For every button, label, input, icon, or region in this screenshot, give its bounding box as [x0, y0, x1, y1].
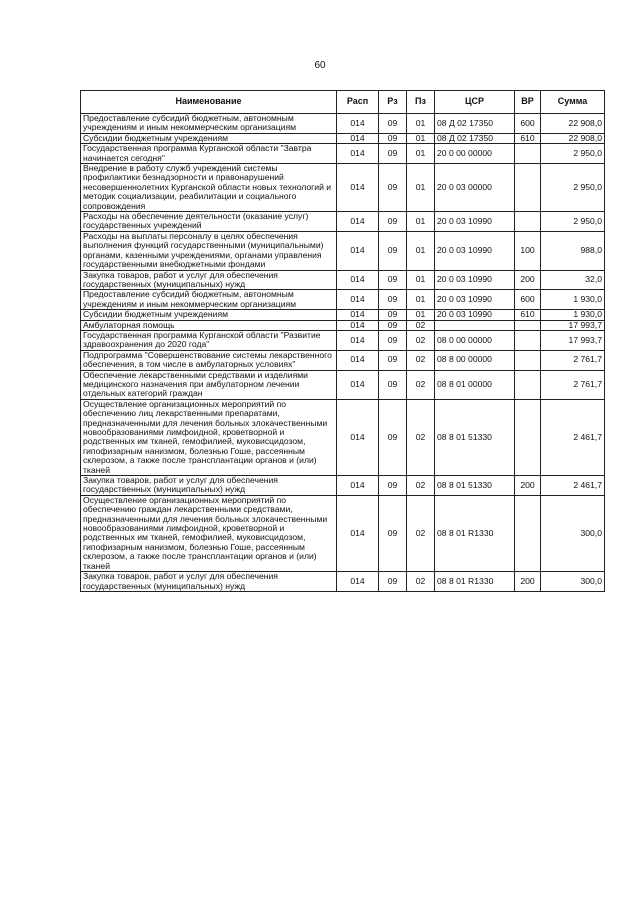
cell-rz: 09 [379, 231, 407, 270]
table-row [81, 212, 605, 232]
table-row [81, 320, 605, 330]
cell-rz: 09 [379, 144, 407, 164]
cell-sum: 32,0 [541, 270, 605, 290]
cell-rz: 09 [379, 399, 407, 475]
cell-name: Предоставление субсидий бюджетным, автономным учреждениям и иным некоммерческим организациям [81, 290, 337, 310]
cell-vr: 600 [515, 290, 541, 310]
table-row [81, 399, 605, 475]
cell-pz: 01 [407, 144, 435, 164]
cell-rasp: 014 [337, 114, 379, 134]
col-header-sum: Сумма [541, 91, 605, 114]
cell-name: Субсидии бюджетным учреждениям [81, 310, 337, 320]
col-header-rz: Рз [379, 91, 407, 114]
cell-sum: 2 761,7 [541, 350, 605, 370]
cell-rz: 09 [379, 114, 407, 134]
cell-name: Государственная программа Курганской области "Завтра начинается сегодня" [81, 144, 337, 164]
cell-csr: 20 0 03 10990 [435, 212, 515, 232]
cell-rasp: 014 [337, 476, 379, 496]
cell-rasp: 014 [337, 495, 379, 571]
cell-rz: 09 [379, 212, 407, 232]
cell-pz: 01 [407, 270, 435, 290]
table-row [81, 164, 605, 212]
cell-rasp: 014 [337, 133, 379, 143]
cell-name: Амбулаторная помощь [81, 320, 337, 330]
cell-rz: 09 [379, 330, 407, 350]
cell-csr: 08 8 01 51330 [435, 399, 515, 475]
cell-vr [515, 370, 541, 399]
cell-vr [515, 144, 541, 164]
cell-rasp: 014 [337, 270, 379, 290]
cell-csr: 08 8 01 R1330 [435, 572, 515, 592]
cell-csr: 08 8 00 00000 [435, 350, 515, 370]
cell-vr: 100 [515, 231, 541, 270]
cell-rasp: 014 [337, 572, 379, 592]
cell-rasp: 014 [337, 310, 379, 320]
cell-sum: 988,0 [541, 231, 605, 270]
cell-pz: 01 [407, 164, 435, 212]
cell-sum: 22 908,0 [541, 133, 605, 143]
cell-rasp: 014 [337, 330, 379, 350]
cell-sum: 2 950,0 [541, 212, 605, 232]
cell-pz: 02 [407, 495, 435, 571]
cell-name: Осуществление организационных мероприятий по обеспечению граждан лекарственными средствами, предназначенными для лечения больных злокачественными новообразованиями лимфоидной, кроветворной и родственных им тканей, гемофилией, муковисцидозом, гипофизарным нанизмом, болезнью Гоше, рассеянным склерозом, а также после трансплантации органов и (или) тканей [81, 495, 337, 571]
cell-vr [515, 330, 541, 350]
cell-name: Субсидии бюджетным учреждениям [81, 133, 337, 143]
cell-rz: 09 [379, 133, 407, 143]
cell-rasp: 014 [337, 399, 379, 475]
table-row [81, 330, 605, 350]
cell-pz: 01 [407, 290, 435, 310]
col-header-csr: ЦСР [435, 91, 515, 114]
cell-rasp: 014 [337, 144, 379, 164]
cell-name: Предоставление субсидий бюджетным, автономным учреждениям и иным некоммерческим организациям [81, 114, 337, 134]
cell-sum: 1 930,0 [541, 310, 605, 320]
cell-rasp: 014 [337, 350, 379, 370]
col-header-pz: Пз [407, 91, 435, 114]
cell-rz: 09 [379, 370, 407, 399]
cell-name: Внедрение в работу служб учреждений системы профилактики безнадзорности и правонарушений несовершеннолетних Курганской области новых технологий и методик социализации, реабилитации и социального сопровождения [81, 164, 337, 212]
cell-rz: 09 [379, 290, 407, 310]
table-row [81, 476, 605, 496]
cell-rasp: 014 [337, 290, 379, 310]
cell-name: Расходы на обеспечение деятельности (оказание услуг) государственных учреждений [81, 212, 337, 232]
cell-csr: 08 Д 02 17350 [435, 133, 515, 143]
cell-vr [515, 164, 541, 212]
cell-name: Осуществление организационных мероприятий по обеспечению лиц лекарственными препаратами, предназначенными для лечения больных злокачественными новообразованиями лимфоидной, кроветворной и родственных им тканей, гемофилией, муковисцидозом, гипофизарным нанизмом, болезнью Гоше, рассеянным склерозом, а также после трансплантации органов и (или) тканей [81, 399, 337, 475]
cell-rz: 09 [379, 320, 407, 330]
cell-csr: 08 8 01 00000 [435, 370, 515, 399]
cell-rz: 09 [379, 476, 407, 496]
table-row [81, 133, 605, 143]
cell-rz: 09 [379, 164, 407, 212]
budget-table [80, 90, 605, 592]
cell-name: Обеспечение лекарственными средствами и изделиями медицинского назначения при амбулаторном лечении отдельных категорий граждан [81, 370, 337, 399]
cell-vr: 200 [515, 270, 541, 290]
cell-sum: 17 993,7 [541, 330, 605, 350]
cell-rasp: 014 [337, 164, 379, 212]
cell-pz: 02 [407, 572, 435, 592]
table-row [81, 370, 605, 399]
page-number: 60 [314, 60, 326, 71]
cell-rasp: 014 [337, 370, 379, 399]
cell-pz: 01 [407, 133, 435, 143]
col-header-vr: ВР [515, 91, 541, 114]
cell-name: Закупка товаров, работ и услуг для обеспечения государственных (муниципальных) нужд [81, 572, 337, 592]
cell-rz: 09 [379, 270, 407, 290]
cell-vr: 200 [515, 476, 541, 496]
cell-name: Закупка товаров, работ и услуг для обеспечения государственных (муниципальных) нужд [81, 476, 337, 496]
table-row [81, 114, 605, 134]
cell-sum: 300,0 [541, 572, 605, 592]
cell-vr: 600 [515, 114, 541, 134]
cell-pz: 02 [407, 350, 435, 370]
cell-vr: 200 [515, 572, 541, 592]
cell-csr: 08 0 00 00000 [435, 330, 515, 350]
cell-vr [515, 495, 541, 571]
cell-csr: 20 0 00 00000 [435, 144, 515, 164]
cell-pz: 02 [407, 476, 435, 496]
table-row [81, 310, 605, 320]
table-row [81, 350, 605, 370]
cell-sum: 22 908,0 [541, 114, 605, 134]
cell-pz: 02 [407, 399, 435, 475]
cell-csr [435, 320, 515, 330]
cell-sum: 2 950,0 [541, 144, 605, 164]
cell-sum: 1 930,0 [541, 290, 605, 310]
col-header-rasp: Расп [337, 91, 379, 114]
table-row [81, 270, 605, 290]
cell-vr: 610 [515, 310, 541, 320]
cell-sum: 300,0 [541, 495, 605, 571]
cell-vr: 610 [515, 133, 541, 143]
table-header-row [81, 91, 605, 114]
cell-rasp: 014 [337, 320, 379, 330]
cell-pz: 01 [407, 231, 435, 270]
cell-csr: 08 8 01 51330 [435, 476, 515, 496]
cell-rz: 09 [379, 495, 407, 571]
cell-pz: 02 [407, 370, 435, 399]
cell-csr: 08 Д 02 17350 [435, 114, 515, 134]
cell-rz: 09 [379, 572, 407, 592]
cell-sum: 2 461,7 [541, 399, 605, 475]
table-row [81, 495, 605, 571]
cell-sum: 2 761,7 [541, 370, 605, 399]
cell-vr [515, 399, 541, 475]
table-row [81, 231, 605, 270]
cell-pz: 01 [407, 114, 435, 134]
cell-sum: 2 461,7 [541, 476, 605, 496]
cell-rasp: 014 [337, 231, 379, 270]
cell-name: Расходы на выплаты персоналу в целях обеспечения выполнения функций государственными (муниципальными) органами, казенными учреждениями, органами управления государственными внебюджетными фондами [81, 231, 337, 270]
cell-pz: 02 [407, 320, 435, 330]
cell-pz: 01 [407, 212, 435, 232]
col-header-name: Наименование [81, 91, 337, 114]
cell-csr: 20 0 03 10990 [435, 270, 515, 290]
cell-pz: 01 [407, 310, 435, 320]
cell-csr: 20 0 03 10990 [435, 231, 515, 270]
cell-csr: 20 0 03 10990 [435, 310, 515, 320]
cell-name: Подпрограмма "Совершенствование системы лекарственного обеспечения, в том числе в амбулаторных условиях" [81, 350, 337, 370]
cell-csr: 20 0 03 00000 [435, 164, 515, 212]
cell-rasp: 014 [337, 212, 379, 232]
table-row [81, 572, 605, 592]
cell-name: Закупка товаров, работ и услуг для обеспечения государственных (муниципальных) нужд [81, 270, 337, 290]
cell-sum: 2 950,0 [541, 164, 605, 212]
cell-csr: 20 0 03 10990 [435, 290, 515, 310]
table-row [81, 144, 605, 164]
cell-name: Государственная программа Курганской области "Развитие здравоохранения до 2020 года" [81, 330, 337, 350]
cell-rz: 09 [379, 350, 407, 370]
cell-vr [515, 212, 541, 232]
cell-rz: 09 [379, 310, 407, 320]
cell-pz: 02 [407, 330, 435, 350]
cell-sum: 17 993,7 [541, 320, 605, 330]
cell-vr [515, 350, 541, 370]
table-row [81, 290, 605, 310]
cell-csr: 08 8 01 R1330 [435, 495, 515, 571]
cell-vr [515, 320, 541, 330]
